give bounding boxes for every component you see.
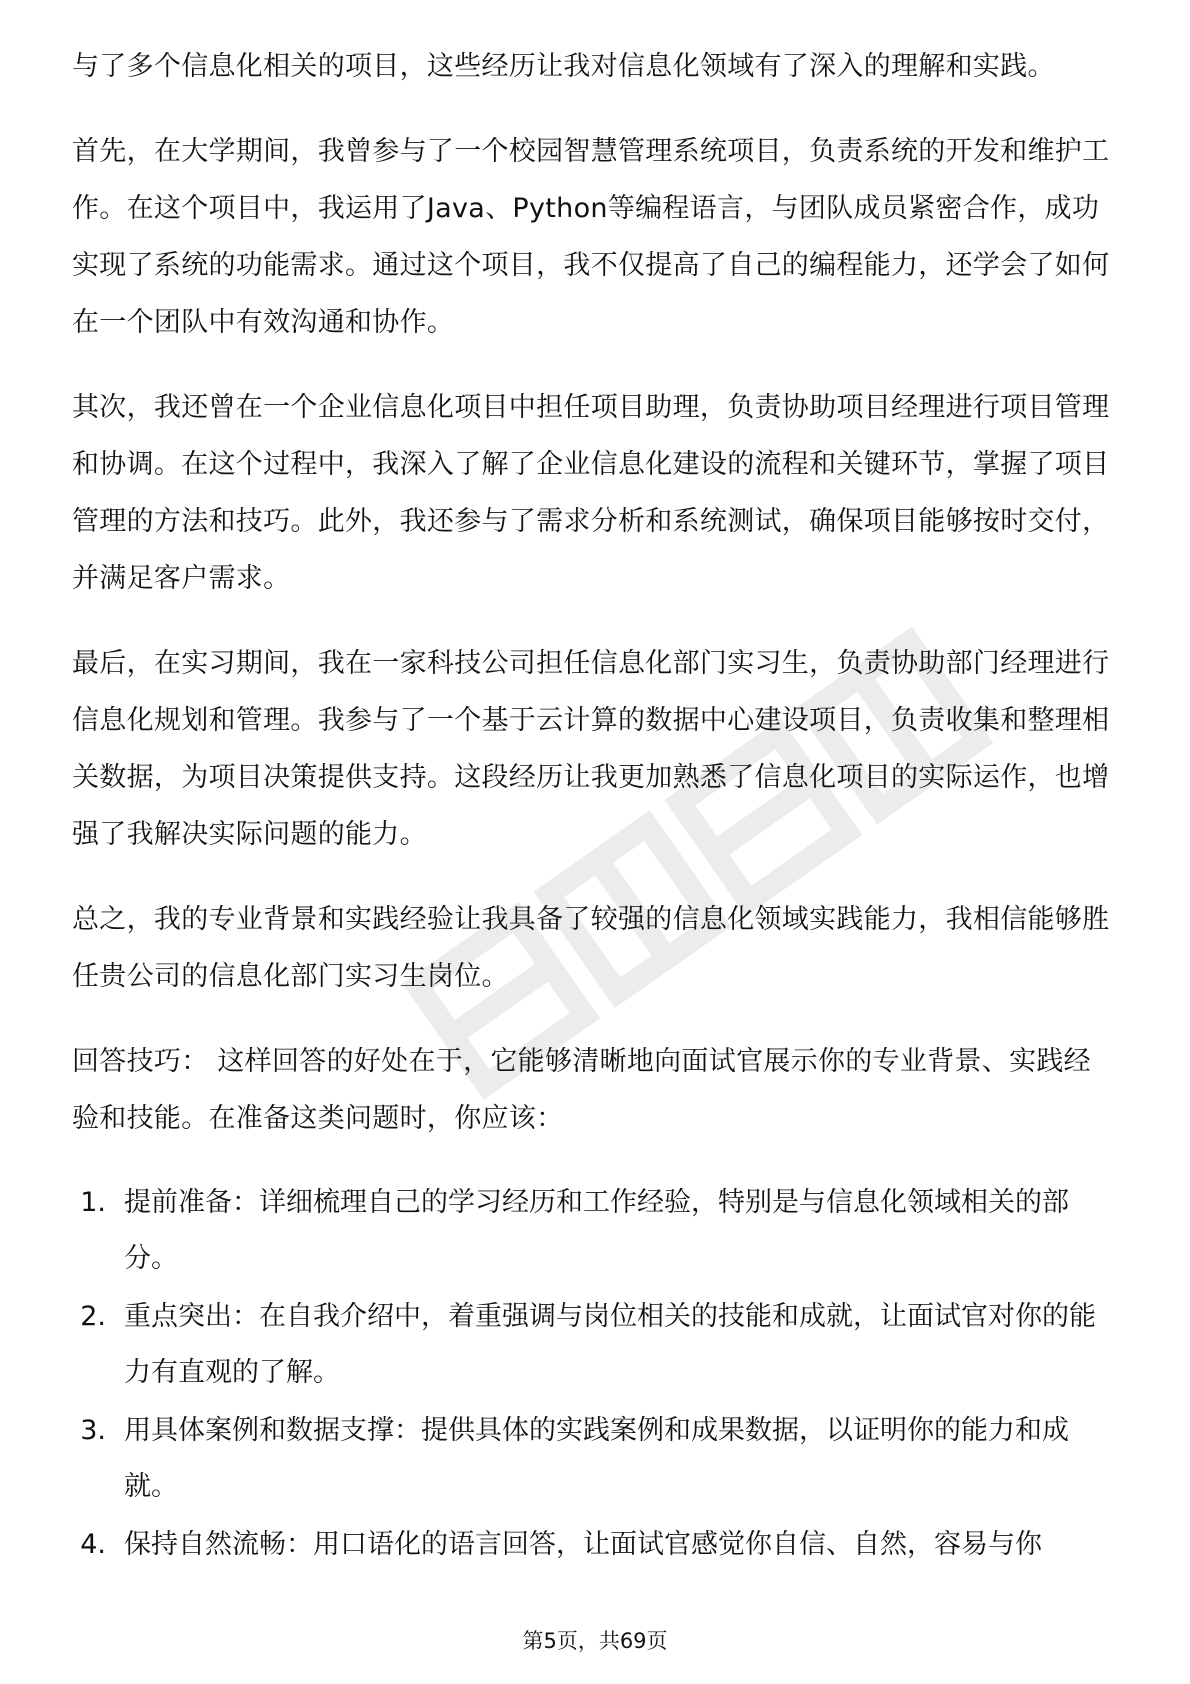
list-item-number: 1. (80, 1187, 106, 1218)
list-item-text: 重点突出：在自我介绍中，着重强调与岗位相关的技能和成就，让面试官对你的能力有直观的了解。 (124, 1301, 1096, 1388)
list-item (72, 1289, 1118, 1401)
page-number-footer: 第5页，共69页 (522, 1629, 668, 1653)
paragraph-summary: 总之，我的专业背景和实践经验让我具备了较强的信息化领域实践能力，我相信能够胜任贵公司的信息化部门实习生岗位。 (72, 904, 1110, 992)
paragraph-intro-continued: 与了多个信息化相关的项目，这些经历让我对信息化领域有了深入的理解和实践。 (72, 51, 1055, 82)
paragraph-third-experience: 最后，在实习期间，我在一家科技公司担任信息化部门实习生，负责协助部门经理进行信息化规划和管理。我参与了一个基于云计算的数据中心建设项目，负责收集和整理相关数据，为项目决策提供支持。这段经历让我更加熟悉了信息化项目的实际运作，也增强了我解决实际问题的能力。 (72, 648, 1110, 850)
list-item-text: 提前准备：详细梳理自己的学习经历和工作经验，特别是与信息化领域相关的部分。 (124, 1187, 1069, 1274)
paragraph-answer-tips: 回答技巧： 这样回答的好处在于，它能够清晰地向面试官展示你的专业背景、实践经验和技能。在准备这类问题时，你应该： (72, 1046, 1091, 1134)
list-item (72, 1403, 1118, 1515)
tips-list (72, 1175, 1118, 1573)
list-item-text: 保持自然流畅：用口语化的语言回答，让面试官感觉你自信、自然，容易与你 (124, 1529, 1042, 1560)
list-item-number: 2. (80, 1301, 106, 1332)
list-item-number: 3. (80, 1415, 106, 1446)
paragraph-second-experience: 其次，我还曾在一个企业信息化项目中担任项目助理，负责协助项目经理进行项目管理和协调。在这个过程中，我深入了解了企业信息化建设的流程和关键环节，掌握了项目管理的方法和技巧。此外，我还参与了需求分析和系统测试，确保项目能够按时交付，并满足客户需求。 (72, 392, 1110, 594)
paragraph-first-experience: 首先，在大学期间，我曾参与了一个校园智慧管理系统项目，负责系统的开发和维护工作。在这个项目中，我运用了Java、Python等编程语言，与团队成员紧密合作，成功实现了系统的功能需求。通过这个项目，我不仅提高了自己的编程能力，还学会了如何在一个团队中有效沟通和协作。 (72, 136, 1110, 338)
list-item-text: 用具体案例和数据支撑：提供具体的实践案例和成果数据，以证明你的能力和成就。 (124, 1415, 1069, 1502)
list-item (72, 1517, 1118, 1573)
document-body (72, 38, 1118, 1575)
list-item-number: 4. (80, 1529, 106, 1560)
list-item (72, 1175, 1118, 1287)
